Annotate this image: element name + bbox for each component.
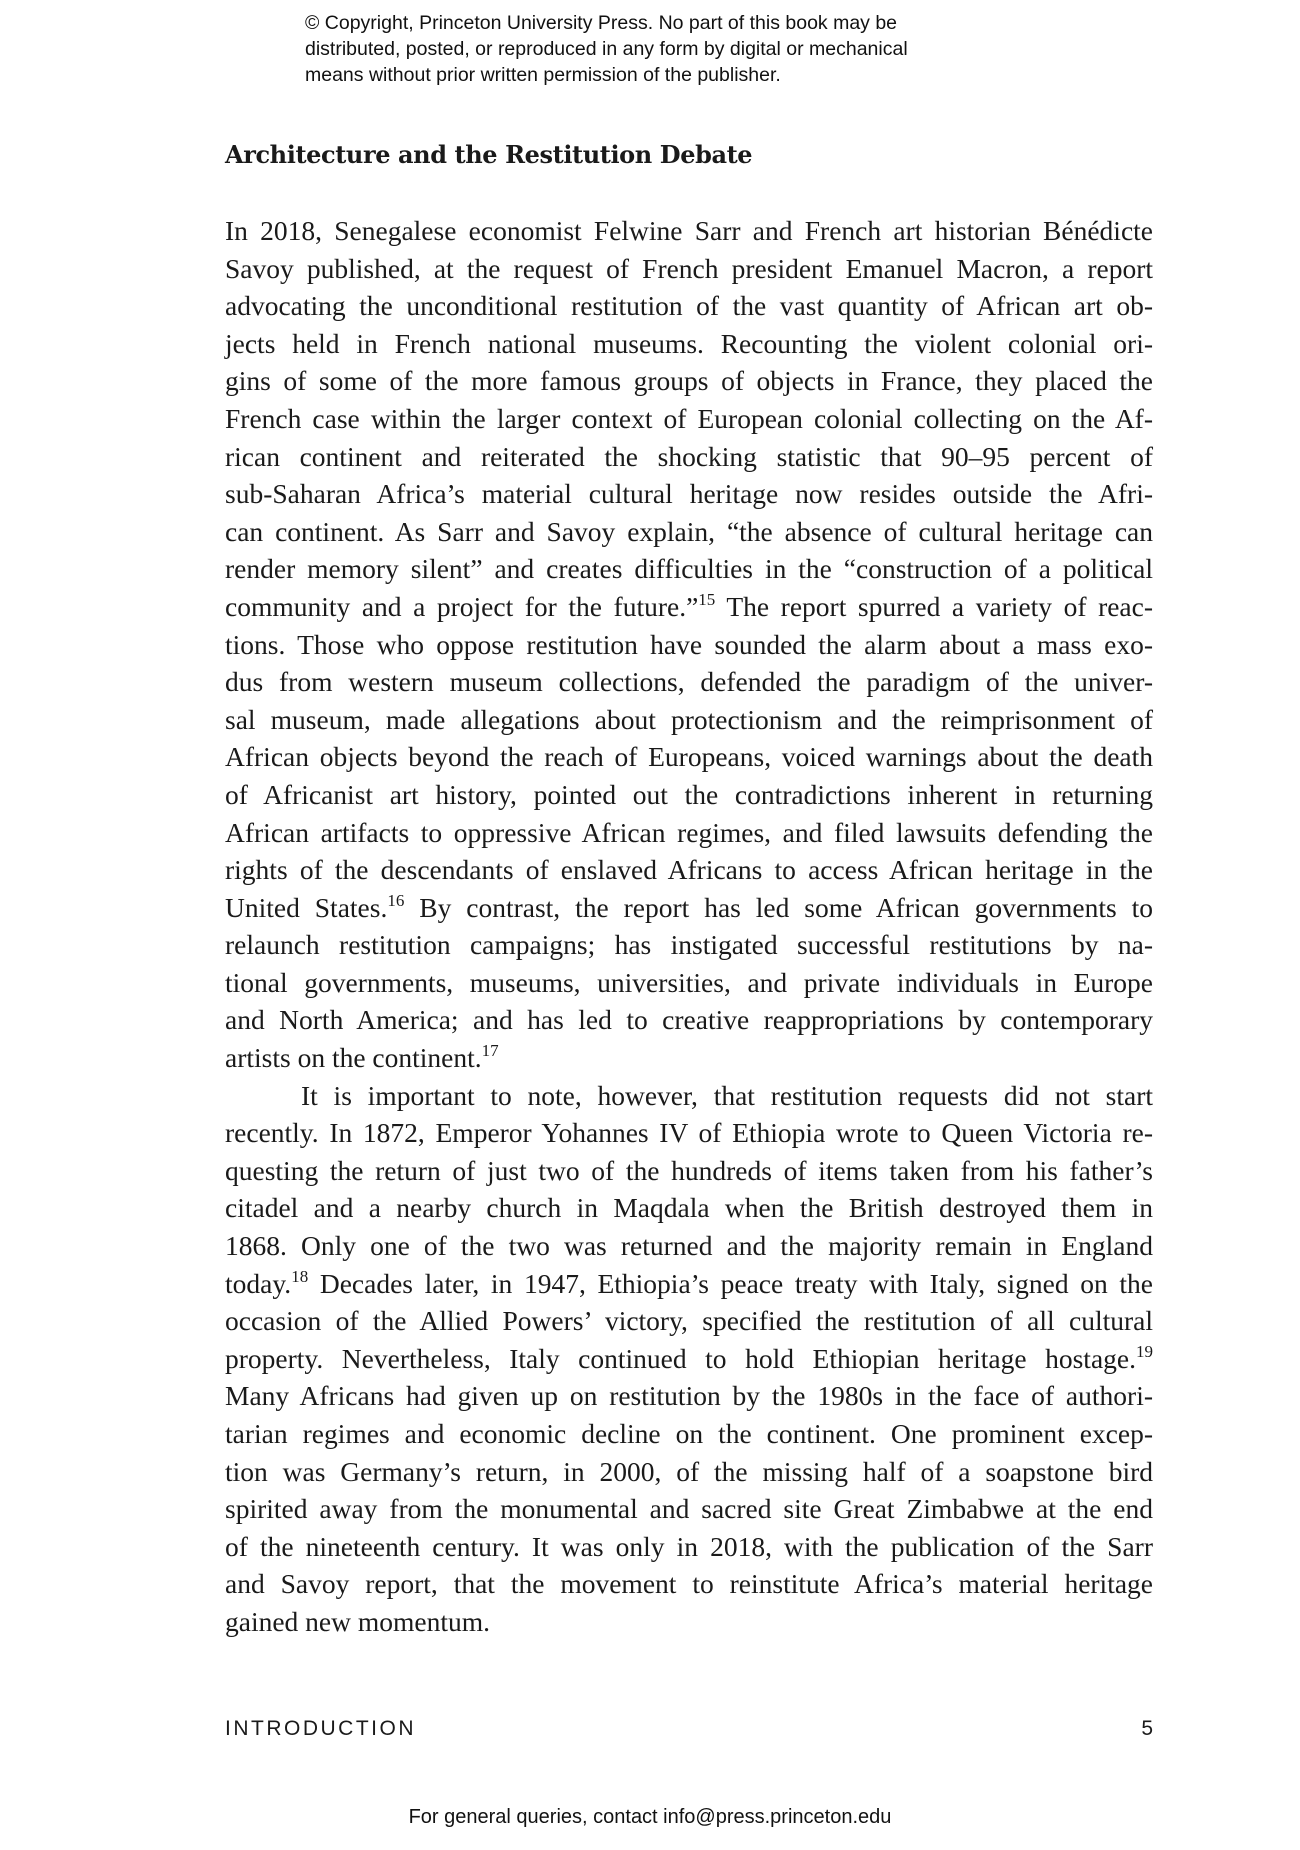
text-line: questing the return of just two of the hundreds of items taken from his father’s [225,1154,1153,1186]
text-line: citadel and a nearby church in Maqdala when the British destroyed them in [225,1192,1153,1224]
text-line [225,889,1153,927]
text-line: relaunch restitution campaigns; has instigated successful restitutions by na- [225,929,1153,961]
text-line: spirited away from the monumental and sacred site Great Zimbabwe at the end [225,1493,1153,1525]
text-line [225,1039,1153,1077]
copyright-line: © Copyright, Princeton University Press. No part of this book may be [305,12,898,34]
text-line: Many Africans had given up on restitution by the 1980s in the face of authori- [225,1380,1153,1412]
text-line: recently. In 1872, Emperor Yohannes IV of Ethiopia wrote to Queen Victoria re- [225,1117,1153,1149]
text-line: 1868. Only one of the two was returned and the majority remain in England [225,1230,1153,1262]
text-line: dus from western museum collections, defended the paradigm of the univer- [225,666,1153,698]
text-segment: community and a project for the future.” [225,590,699,622]
footnote-ref: 19 [1136,1341,1153,1361]
text-line: African objects beyond the reach of Europeans, voiced warnings about the death [225,741,1153,773]
text-line [225,1265,1153,1303]
text-line: tional governments, museums, universities, and private individuals in Europe [225,966,1153,998]
text-line: and Savoy report, that the movement to reinstitute Africa’s material heritage [225,1568,1153,1600]
text-line: sub-Saharan Africa’s material cultural heritage now resides outside the Afri- [225,478,1153,510]
copyright-line: means without prior written permission of the publisher. [305,64,781,86]
text-line: of the nineteenth century. It was only in 2018, with the publication of the Sarr [225,1530,1153,1562]
text-line: tion was Germany’s return, in 2000, of the missing half of a soapstone bird [225,1455,1153,1487]
text-segment: The report spurred a variety of reac- [715,590,1153,622]
text-line: tions. Those who oppose restitution have sounded the alarm about a mass exo- [225,628,1153,660]
text-line: of Africanist art history, pointed out the contradictions inherent in returning [225,778,1153,810]
text-line: Savoy published, at the request of French president Emanuel Macron, a report [225,252,1153,284]
body-text [225,212,1153,1641]
text-line: advocating the unconditional restitution of the vast quantity of African art ob- [225,290,1153,322]
text-segment: United States. [225,891,388,923]
contact-line: For general queries, contact info@press.princeton.edu [408,1806,892,1828]
text-line: sal museum, made allegations about protectionism and the reimprisonment of [225,703,1153,735]
text-segment: By contrast, the report has led some African governments to [404,891,1153,923]
text-line [225,588,1153,626]
copyright-line: distributed, posted, or reproduced in any form by digital or mechanical [305,38,908,60]
copyright-notice [305,10,1065,88]
text-line: can continent. As Sarr and Savoy explain, “the absence of cultural heritage can [225,515,1153,547]
text-line: occasion of the Allied Powers’ victory, specified the restitution of all cultural [225,1305,1153,1337]
text-segment: artists on the continent. [225,1042,482,1074]
text-segment: today. [225,1267,292,1299]
text-line: gins of some of the more famous groups of objects in France, they placed the [225,365,1153,397]
text-line: rican continent and reiterated the shocking statistic that 90–95 percent of [225,440,1153,472]
section-title: Architecture and the Restitution Debate [225,140,753,169]
page-number: 5 [1141,1717,1153,1740]
text-line: gained new momentum. [225,1605,491,1637]
footnote-ref: 17 [481,1041,499,1061]
running-foot: INTRODUCTION [225,1717,416,1740]
text-line: African artifacts to oppressive African regimes, and filed lawsuits defending the [225,816,1153,848]
text-segment: property. Nevertheless, Italy continued to hold Ethiopian heritage hostage. [225,1342,1136,1374]
text-line: tarian regimes and economic decline on the continent. One prominent excep- [225,1418,1153,1449]
text-line: jects held in French national museums. Recounting the violent colonial ori- [225,327,1153,359]
footnote-ref: 16 [387,890,405,910]
text-line: French case within the larger context of European colonial collecting on the Af- [225,402,1153,434]
footnote-ref: 18 [291,1266,309,1286]
text-line: It is important to note, however, that restitution requests did not start [301,1079,1153,1111]
text-segment: Decades later, in 1947, Ethiopia’s peace treaty with Italy, signed on the [308,1267,1153,1299]
text-line: and North America; and has led to creative reappropriations by contemporary [225,1004,1153,1036]
text-line: render memory silent” and creates difficulties in the “construction of a political [225,553,1153,585]
footnote-ref: 15 [698,589,716,609]
text-line: In 2018, Senegalese economist Felwine Sarr and French art historian Bénédicte [225,215,1153,246]
text-line [225,1340,1153,1378]
text-line: rights of the descendants of enslaved Africans to access African heritage in the [225,854,1153,886]
